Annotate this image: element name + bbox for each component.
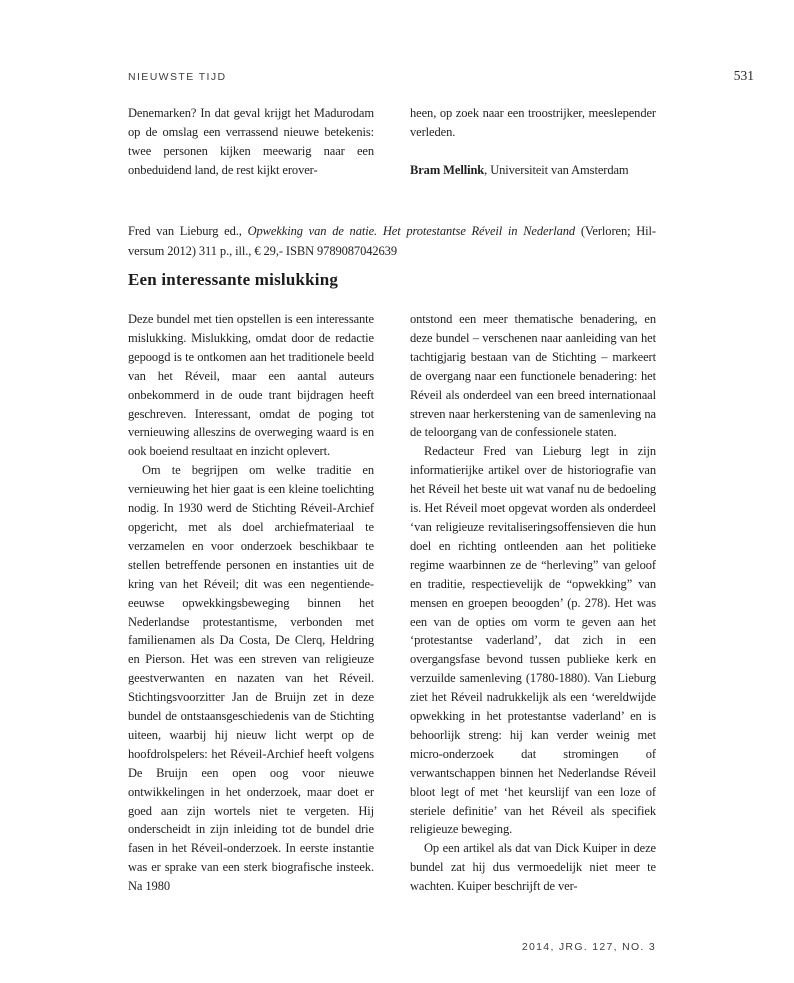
body-paragraph: Op een artikel als dat van Dick Kuiper in deze bundel zat hij dus vermoedelijk niet meer te wachten. Kuiper beschrijft de ver-	[410, 841, 656, 894]
page-footer	[128, 941, 656, 953]
previous-review-right-column	[410, 104, 656, 180]
review-left-column	[128, 310, 374, 950]
body-paragraph: ontstond een meer thematische benadering, en deze bundel – verschenen naar aanleiding van het tachtigjarig bestaan van de Stichting – markeert de overgang naar een functionele benadering: het Réveil als onderdeel van een breed internationaal streven naar herkerstening van de samenleving na de teloorgang van de confessionele staten.	[410, 312, 656, 440]
previous-review-left-column	[128, 104, 374, 180]
body-paragraph: Redacteur Fred van Lieburg legt in zijn informatierijke artikel over de historiografie van het Réveil het beste uit wat vanaf nu de bedoeling is. Het Réveil moet opgevat worden als onderdeel ‘van religieuze revitaliseringsoffensieven die hun doel en richting ontleenden aan het politieke regime waarbinnen ze de “herleving” van geloof en traditie, respectievelijk de “opwekking” van mensen en groepen beoogden’ (p. 278). Het was een van de opties om vorm te geven aan het ‘protestantse vaderland’, dat zich in een overgangsfase bevond tussen publieke kerk en verzuilde samenleving (1780-1880). Van Lieburg ziet het Réveil nadrukkelijk als een ‘wereldwijde opwekking in het protestantse vaderland’ en is behoorlijk streng: hij kan verder weinig met micro-onderzoek dat stromingen of verwantschappen binnen het Nederlandse Réveil bloot legt of met ‘het keurslijf van een loze of steriele definitie’ van het Réveil als specifiek religieuze beweging.	[410, 444, 656, 837]
reviewer-name: Bram Mellink	[410, 162, 485, 177]
bibliography-editor: Fred van Lieburg ed.,	[128, 224, 248, 238]
reviewer-affiliation: , Universiteit van Amsterdam	[484, 162, 629, 177]
review-body	[128, 310, 656, 950]
body-paragraph: Om te begrijpen om welke traditie en vernieuwing het hier gaat is een kleine toelichting nodig. In 1930 werd de Stichting Réveil-Archief opgericht, met als doel archiefmateriaal te verzamelen en voor onderzoek beschikbaar te stellen betreffende personen en instanties uit de kring van het Réveil; dit was een negentiende-eeuwse opwekkingsbeweging binnen het Nederlandse protestantisme, verbonden met familienamen als Da Costa, De Clerq, Heldring en Pierson. Het was een streven van religieuze geestverwanten en nazaten van het Réveil. Stichtingsvoorzitter Jan de Bruijn zet in deze bundel de ontstaansgeschiedenis van de Stichting uiteen, waarbij hij nieuw licht werpt op de hoofdrolspelers: het Réveil-Archief heeft volgens De Bruijn een open oog voor nieuwe ontwikkelingen in het onderzoek, maar doet er goed aan zijn wortels niet te vergeten. Hij onderscheidt in zijn inleiding tot de bundel drie fasen in het Réveil-onderzoek. In eerste instantie was er sprake van een sterk biografische insteek. Na 1980	[128, 463, 374, 894]
review-heading: Een interessante mislukking	[128, 270, 339, 289]
previous-review-tail	[128, 104, 656, 180]
page-number: 531	[733, 68, 754, 83]
running-header	[128, 68, 754, 84]
section-label: NIEUWSTE TIJD	[128, 71, 227, 83]
previous-review-text-left: Denemarken? In dat geval krijgt het Madurodam op de omslag een verrassend nieuwe betekenis: twee personen kijken meewarig naar een onbeduidend land, de rest kijkt erover-	[128, 106, 374, 177]
bibliography-entry	[128, 222, 656, 261]
review-right-column	[410, 310, 656, 950]
bibliography-imprint-start: (Verloren; Hil-	[575, 224, 656, 238]
body-paragraph: Deze bundel met tien opstellen is een interessante mislukking. Mislukking, omdat door de redactie gepoogd is te ontkomen aan het traditionele beeld van het Réveil, maar een aantal auteurs onbekommerd in de oude trant bijdragen heeft geschreven. Interessant, omdat de poging tot vernieuwing alleszins de overweging waard is en ook boeiend resultaat en inzicht oplevert.	[128, 312, 374, 459]
bibliography-line-1	[128, 222, 656, 242]
bibliography-imprint-end: versum 2012) 311 p., ill., € 29,- ISBN 9789087042639	[128, 243, 397, 258]
issue-line: 2014, JRG. 127, NO. 3	[521, 941, 656, 953]
bibliography-line-2	[128, 242, 656, 262]
reviewer-attribution	[410, 161, 656, 180]
previous-review-text-right: heen, op zoek naar een troostrijker, meeslepender verleden.	[410, 106, 656, 139]
bibliography-book-title: Opwekking van de natie. Het protestantse Réveil in Nederland	[247, 224, 576, 238]
